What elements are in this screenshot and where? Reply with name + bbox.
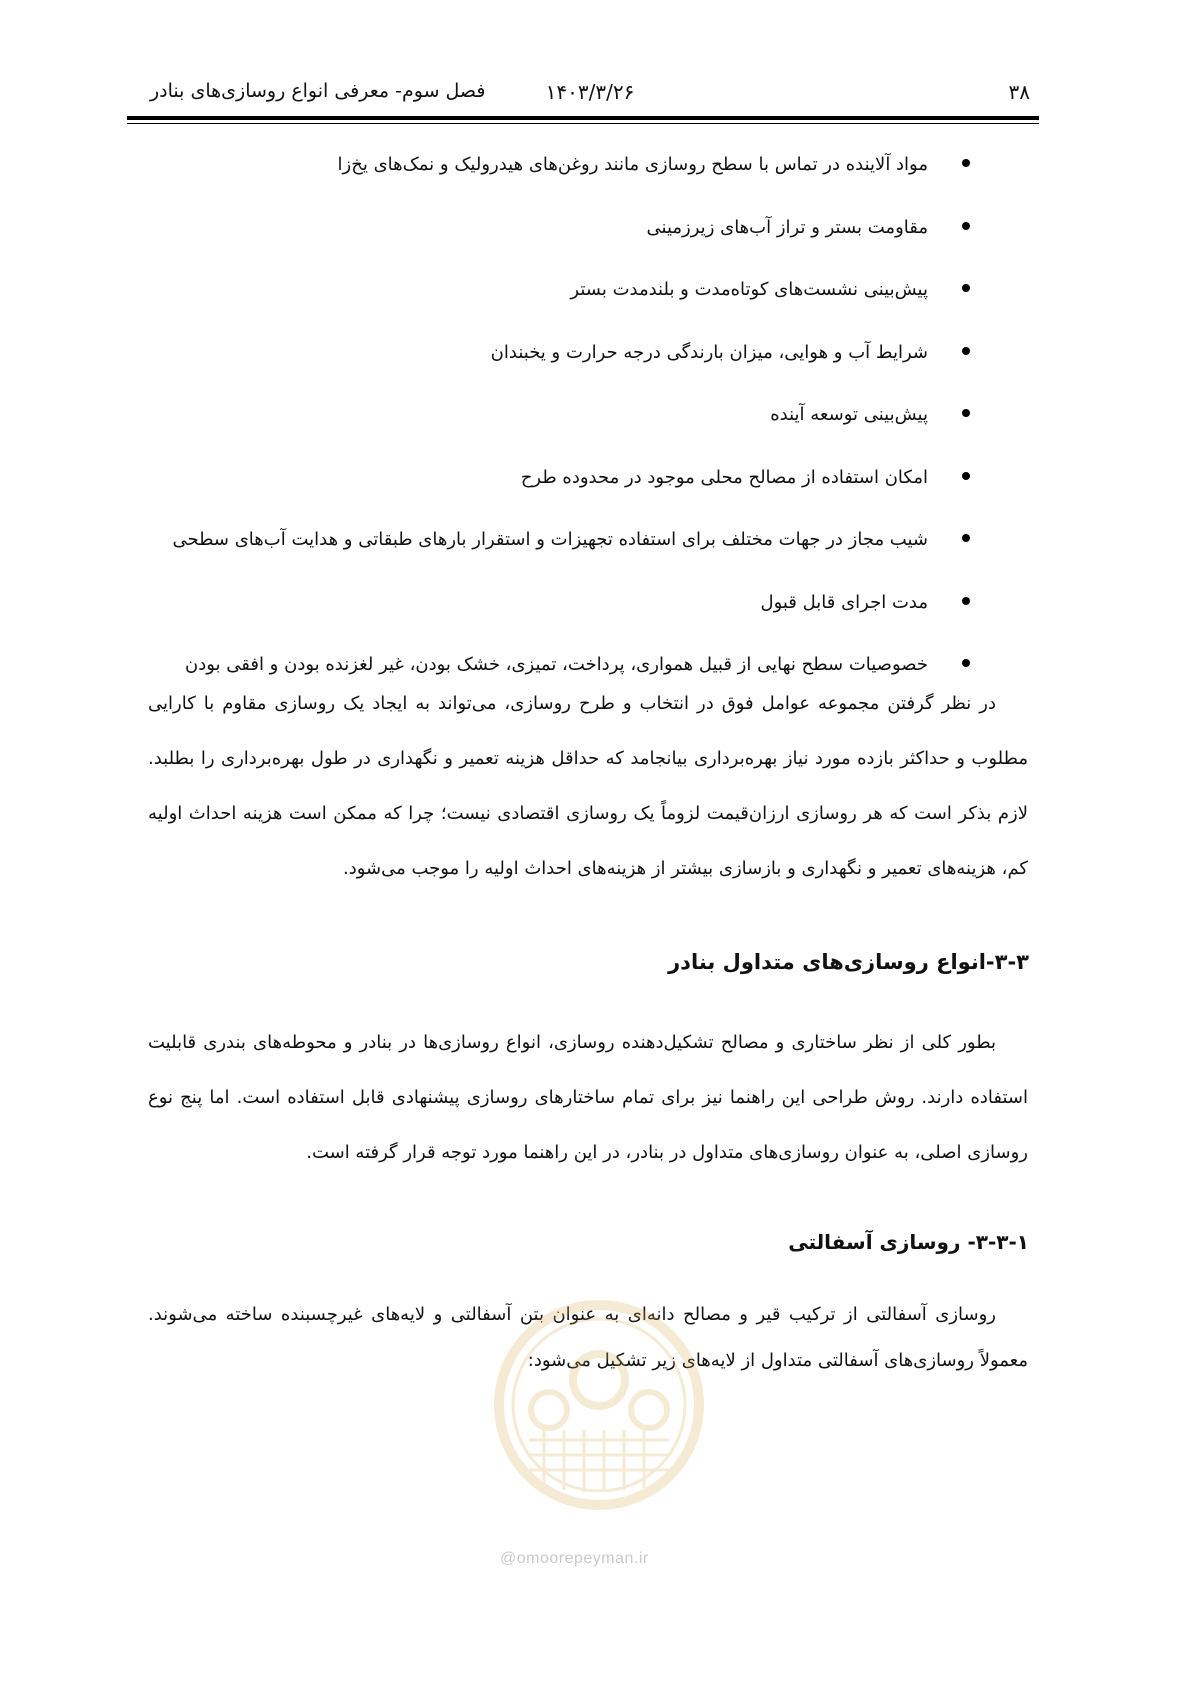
factor-list: [148, 145, 970, 708]
watermark-site: @omoorepeyman.ir: [500, 1550, 649, 1567]
list-item: شیب مجاز در جهات مختلف برای استفاده تجهیزات و استقرار بارهای طبقاتی و هدایت آب‌های سطحی: [148, 520, 970, 583]
list-item: پیش‌بینی توسعه آینده: [148, 395, 970, 458]
asphalt-paragraph: روسازی آسفالتی از ترکیب قیر و مصالح دانه‌ای به عنوان بتن آسفالتی و لایه‌های غیرچسبنده ساخته می‌شوند. معمولاً روسازی‌های آسفالتی متداول از لایه‌های زیر تشکیل می‌شود:: [148, 1304, 1028, 1371]
header-date: ۱۴۰۳/۳/۲۶: [545, 80, 635, 104]
bullet-icon: [962, 159, 970, 167]
bullet-icon: [962, 534, 970, 542]
section-paragraph: بطور کلی از نظر ساختاری و مصالح تشکیل‌دهنده روسازی، انواع روسازی‌ها در بنادر و محوطه‌های بندری قابلیت استفاده دارند. روش طراحی این راهنما نیز برای تمام ساختارهای روسازی پیشنهادی قابل استفاده است. اما پنج نوع روسازی اصلی، به عنوان روسازی‌های متداول در بنادر، در این راهنما مورد توجه قرار گرفته است.: [148, 1032, 1028, 1163]
bullet-icon: [962, 472, 970, 480]
summary-paragraph: در نظر گرفتن مجموعه عوامل فوق در انتخاب و طرح روسازی، می‌تواند به ایجاد یک روسازی مقاوم با کارایی مطلوب و حداکثر بازده مورد نیاز بهره‌برداری بیانجامد که حداقل هزینه تعمیر و نگهداری در طول بهره‌برداری را بطلبد. لازم بذکر است که هر روسازی ارزان‌قیمت لزوماً یک روسازی اقتصادی نیست؛ چرا که ممکن است هزینه احداث اولیه کم، هزینه‌های تعمیر و نگهداری و بازسازی بیشتر از هزینه‌های احداث اولیه را موجب می‌شود.: [148, 693, 1028, 879]
bullet-icon: [962, 284, 970, 292]
list-item: پیش‌بینی نشست‌های کوتاه‌مدت و بلندمدت بستر: [148, 270, 970, 333]
bullet-icon: [962, 347, 970, 355]
header-rule-thick: [127, 116, 1039, 120]
list-item: مقاومت بستر و تراز آب‌های زیرزمینی: [148, 208, 970, 271]
bullet-icon: [962, 659, 970, 667]
page-header: [150, 72, 1030, 112]
list-item: شرایط آب و هوایی، میزان بارندگی درجه حرارت و یخبندان: [148, 333, 970, 396]
watermark-logo: [484, 1260, 714, 1560]
bullet-icon: [962, 597, 970, 605]
list-item: مواد آلاینده در تماس با سطح روسازی مانند روغن‌های هیدرولیک و نمک‌های یخ‌زا: [148, 145, 970, 208]
list-item: امکان استفاده از مصالح محلی موجود در محدوده طرح: [148, 458, 970, 521]
header-rule-thin: [127, 123, 1039, 124]
bullet-icon: [962, 409, 970, 417]
section-heading: ۳-۳-انواع روسازی‌های متداول بنادر: [668, 950, 1029, 974]
page-number: ۳۸: [1008, 80, 1030, 104]
subsection-heading: ۳-۳-۱- روسازی آسفالتی: [788, 1230, 1029, 1254]
list-item: خصوصیات سطح نهایی از قبیل همواری، پرداخت، تمیزی، خشک بودن، غیر لغزنده بودن و افقی بودن: [148, 645, 970, 708]
list-item: مدت اجرای قابل قبول: [148, 583, 970, 646]
bullet-icon: [962, 222, 970, 230]
chapter-title: فصل سوم- معرفی انواع روسازی‌های بنادر: [150, 80, 486, 102]
